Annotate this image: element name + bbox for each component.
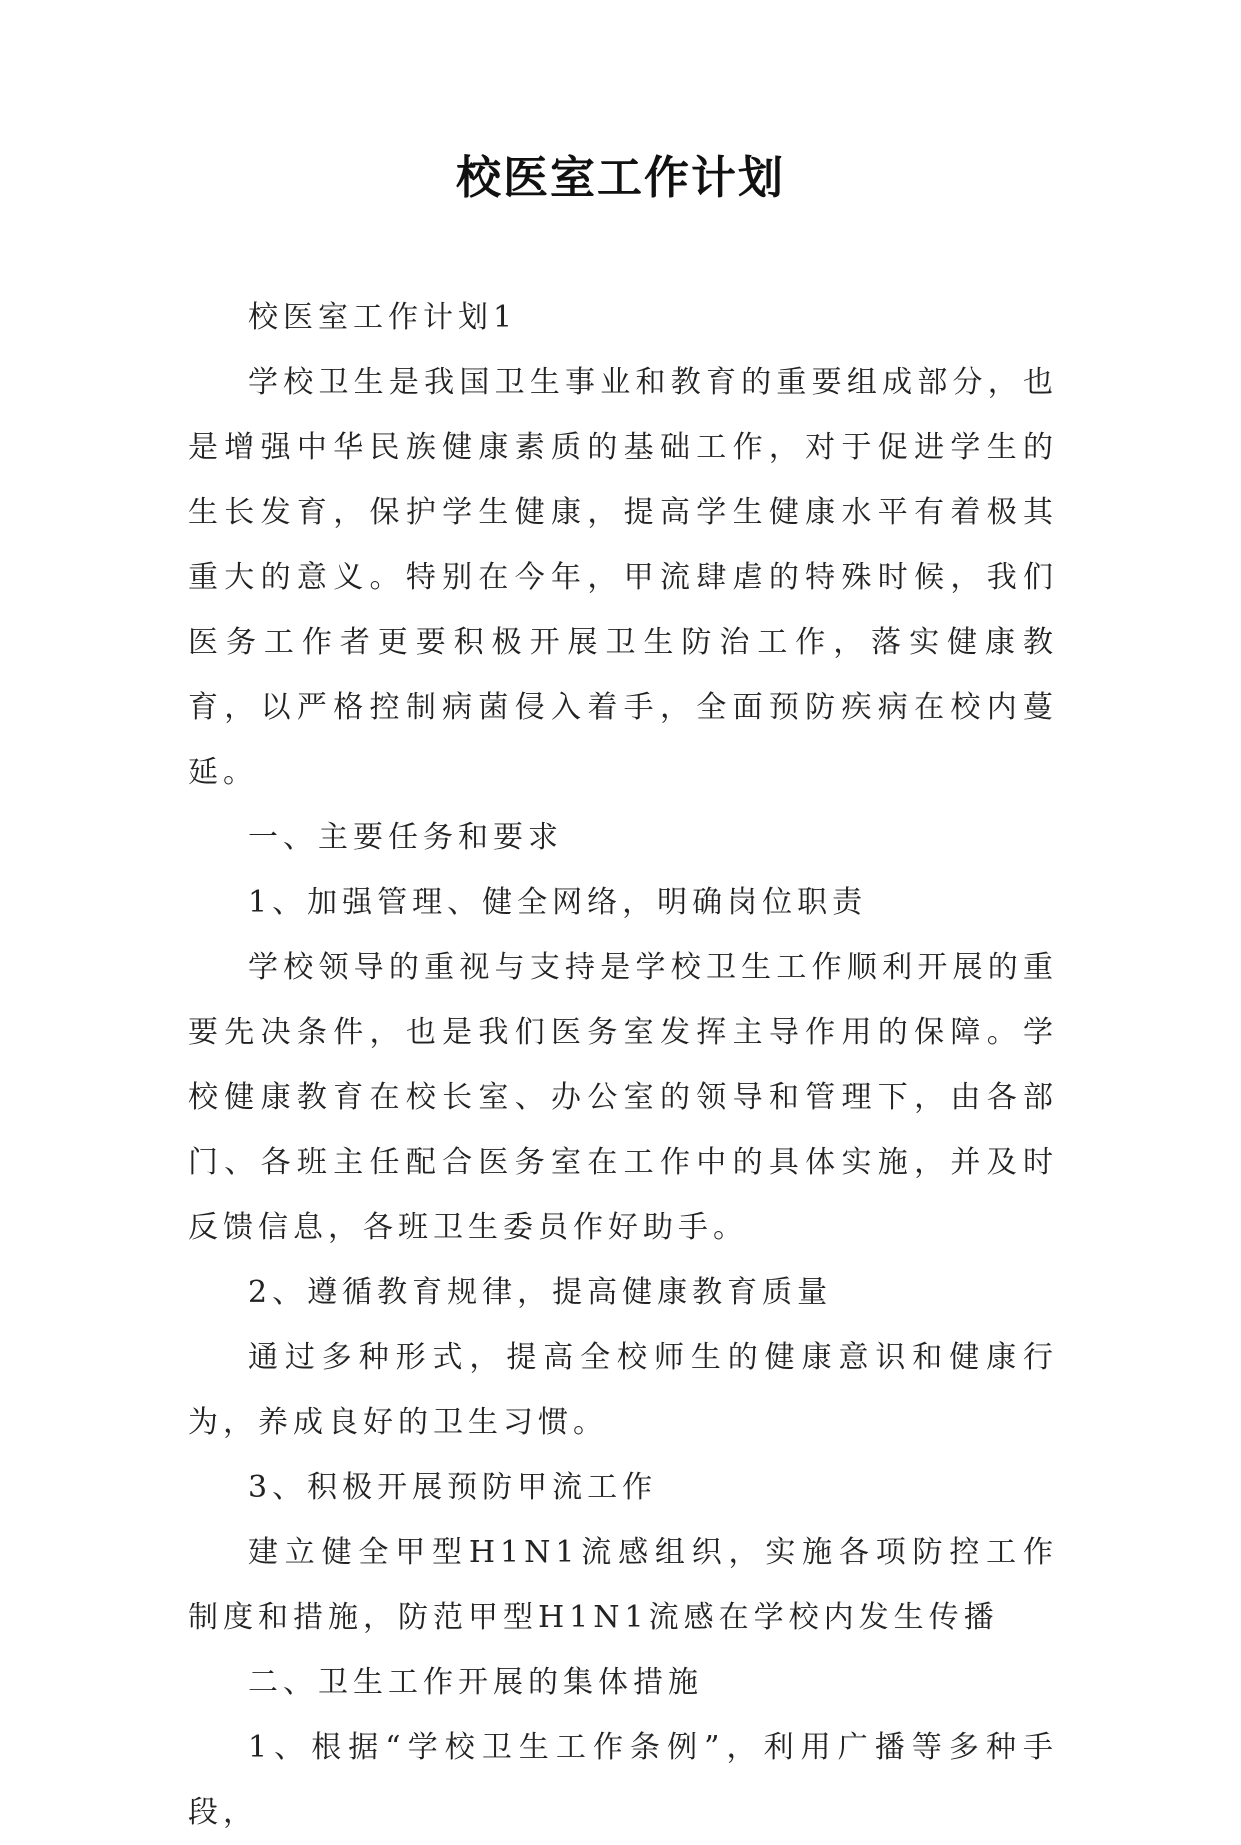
paragraph-subtitle: 校医室工作计划1 <box>248 300 518 335</box>
subheading-1-2: 2、遵循教育规律，提高健康教育质量 <box>248 1275 833 1310</box>
subheading-1-3: 3、积极开展预防甲流工作 <box>248 1470 658 1505</box>
paragraph-education: 通过多种形式，提高全校师生的健康意识和健康行为，养成良好的卫生习惯。 <box>188 1340 1058 1440</box>
paragraph-measures-1: 1、根据“学校卫生工作条例”，利用广播等多种手段， <box>188 1730 1058 1830</box>
document-body <box>188 285 1058 1845</box>
document-title: 校医室工作计划 <box>455 151 785 204</box>
section-heading-2: 二、卫生工作开展的集体措施 <box>248 1665 703 1700</box>
subheading-1-1: 1、加强管理、健全网络，明确岗位职责 <box>248 885 868 920</box>
paragraph-h1n1: 建立健全甲型H1N1流感组织，实施各项防控工作制度和措施，防范甲型H1N1流感在学校内发生传播 <box>188 1535 1058 1635</box>
paragraph-intro: 学校卫生是我国卫生事业和教育的重要组成部分，也是增强中华民族健康素质的基础工作，对于促进学生的生长发育，保护学生健康，提高学生健康水平有着极其重大的意义。特别在今年，甲流肆虐的特殊时候，我们医务工作者更要积极开展卫生防治工作，落实健康教育，以严格控制病菌侵入着手，全面预防疾病在校内蔓延。 <box>188 365 1058 790</box>
section-heading-1: 一、主要任务和要求 <box>248 820 563 855</box>
paragraph-management: 学校领导的重视与支持是学校卫生工作顺利开展的重要先决条件，也是我们医务室发挥主导作用的保障。学校健康教育在校长室、办公室的领导和管理下，由各部门、各班主任配合医务室在工作中的具体实施，并及时反馈信息，各班卫生委员作好助手。 <box>188 950 1058 1245</box>
